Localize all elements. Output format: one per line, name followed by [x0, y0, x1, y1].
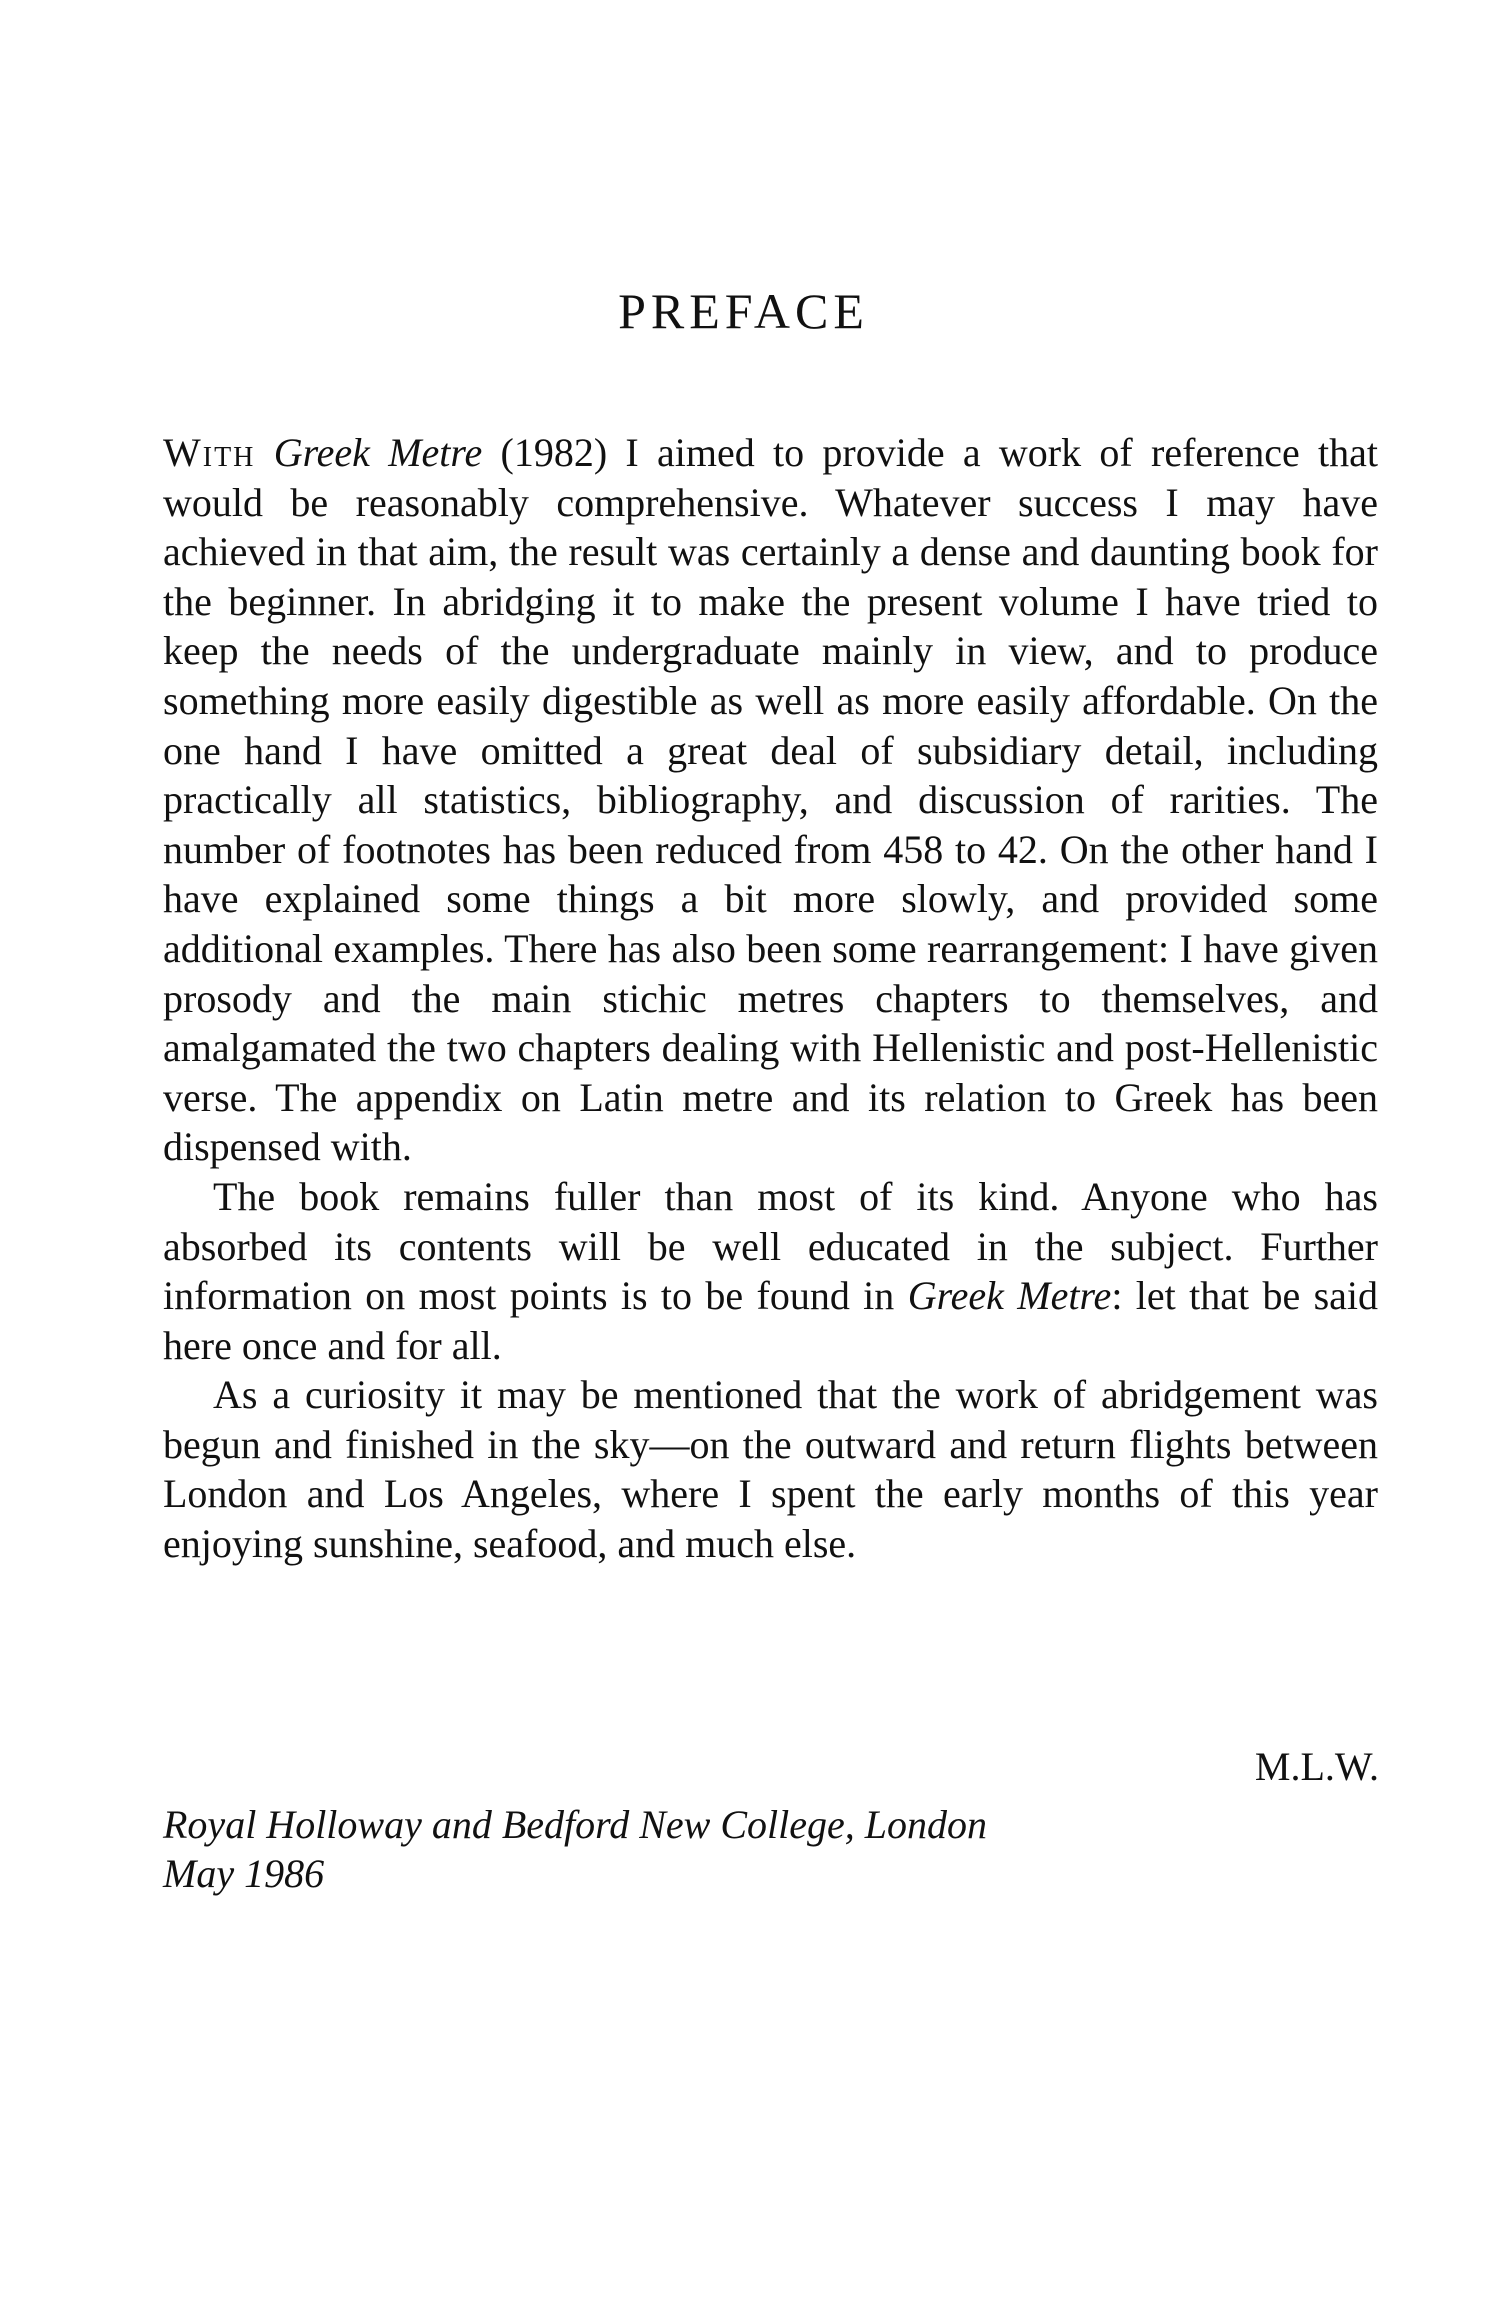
preface-body	[163, 428, 1378, 1569]
paragraph-3	[163, 1370, 1378, 1568]
dateline	[163, 1800, 987, 1898]
book-title: Greek Metre	[273, 430, 483, 475]
book-title: Greek Metre	[907, 1273, 1112, 1319]
paragraph-1-text: (1982) I aimed to provide a work of reference that would be reasonably comprehensive. Whatever success I may have achieved in that aim, the result was certainly a dense and daunting book for the beginner. In abridging it to make the present volume I have tried to keep the needs of the undergraduate mainly in view, and to produce something more easily digestible as well as more easily affordable. On the one hand I have omitted a great deal of subsidiary detail, including practically all statistics, bibliography, and discussion of rarities. The number of footnotes has been reduced from 458 to 42. On the other hand I have explained some things a bit more slowly, and provided some additional examples. There has also been some rearrangement: I have given prosody and the main stichic metres chapters to themselves, and amalgamated the two chapters dealing with Hellenistic and post-Hellenistic verse. The appendix on Latin metre and its relation to Greek has been dispensed with.	[163, 430, 1378, 1170]
dateline-place: Royal Holloway and Bedford New College, London	[163, 1802, 988, 1847]
paragraph-2	[163, 1172, 1378, 1370]
paragraph-3-text: As a curiosity it may be mentioned that the work of abridgement was begun and finished in the sky—on the outward and return flights between London and Los Angeles, where I spent the early months of this year enjoying sunshine, seafood, and much else.	[163, 1372, 1378, 1567]
paragraph-2-text-before: The book remains fuller than most of its kind. Anyone who has absorbed its contents will be well educated in the subject. Further information on most points is to be found in	[163, 1173, 1378, 1319]
paragraph-1	[163, 428, 1378, 1172]
author-signature: M.L.W.	[1254, 1744, 1379, 1789]
opening-word: With	[163, 430, 256, 475]
page-title: PREFACE	[618, 283, 869, 339]
dateline-date: May 1986	[163, 1851, 325, 1896]
paragraph-2-text-after: : let that be said here once and for all.	[163, 1273, 1379, 1368]
